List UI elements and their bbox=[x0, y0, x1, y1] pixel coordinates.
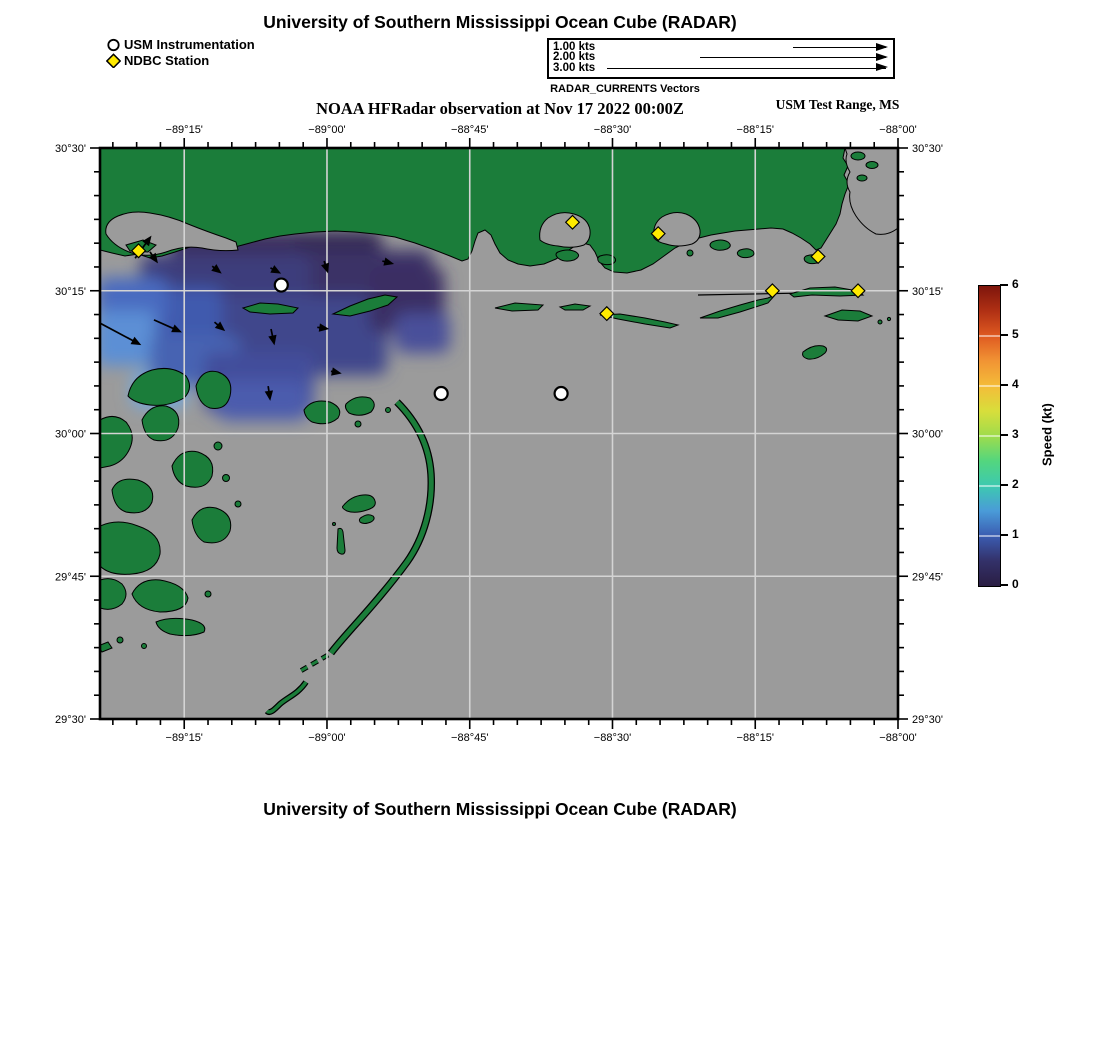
coastal-islet bbox=[710, 240, 730, 250]
axis-tick-label: 30°00' bbox=[55, 428, 86, 441]
colorbar-label: Speed (kt) bbox=[1039, 403, 1055, 467]
vector-scale-value: 1.00 kts bbox=[553, 41, 596, 53]
colorbar-gridline bbox=[979, 485, 1000, 487]
inner-islet bbox=[333, 523, 336, 526]
colorbar-tick-label: 4 bbox=[1012, 377, 1019, 391]
vector-scale-caption: RADAR_CURRENTS Vectors bbox=[550, 83, 700, 95]
scale-arrow bbox=[607, 68, 886, 69]
delta-islet bbox=[857, 175, 867, 181]
colorbar-tick bbox=[1000, 584, 1008, 586]
axis-tick-label: −89°15' bbox=[165, 732, 203, 744]
legend-item-diamond bbox=[106, 52, 255, 68]
scale-arrow bbox=[793, 47, 886, 48]
axis-tick-label: −88°15' bbox=[736, 124, 774, 136]
colorbar-tick bbox=[1000, 384, 1008, 386]
colorbar-gridline bbox=[979, 335, 1000, 337]
usm-instrument-marker bbox=[435, 387, 448, 400]
axis-tick-label: −89°00' bbox=[308, 732, 346, 744]
axis-tick-label: 30°30' bbox=[55, 143, 86, 155]
speed-field-cell bbox=[95, 311, 155, 366]
axis-tick-label: 30°00' bbox=[912, 428, 943, 441]
usm-instrument-marker bbox=[275, 279, 288, 292]
colorbar-tick-label: 1 bbox=[1012, 527, 1019, 541]
scale-arrowhead-icon bbox=[876, 53, 888, 61]
axis-tick-label: −88°30' bbox=[593, 732, 632, 744]
axis-tick-label: 29°45' bbox=[912, 571, 943, 584]
axis-tick-label: 29°45' bbox=[55, 571, 86, 584]
vector-scale-value: 3.00 kts bbox=[553, 61, 596, 74]
axis-tick-label: −88°15' bbox=[736, 732, 774, 744]
axis-tick-label: −89°15' bbox=[165, 124, 203, 136]
colorbar-gridline bbox=[979, 385, 1000, 387]
colorbar-tick-label: 3 bbox=[1012, 427, 1019, 441]
coastal-islet bbox=[556, 250, 579, 261]
delta-islet bbox=[851, 152, 865, 160]
vector-scale-row bbox=[549, 61, 893, 74]
colorbar-gridline bbox=[979, 435, 1000, 437]
map-canvas bbox=[55, 124, 943, 744]
vector-scale-row bbox=[549, 53, 893, 63]
ndbc-diamond-icon bbox=[106, 53, 121, 68]
legend-label: NDBC Station bbox=[124, 52, 210, 68]
axis-tick-label: −88°00' bbox=[879, 124, 917, 136]
speed-field-cell bbox=[395, 313, 450, 353]
legend-item-circle bbox=[106, 36, 255, 52]
usm-circle-icon bbox=[106, 37, 121, 52]
scale-arrow bbox=[700, 57, 886, 58]
axis-tick-label: 30°30' bbox=[912, 143, 943, 155]
axis-tick-label: −89°00' bbox=[308, 124, 346, 136]
colorbar-tick bbox=[1000, 284, 1008, 286]
colorbar bbox=[978, 285, 1001, 587]
vector-scale-row bbox=[549, 43, 893, 53]
bottom-title: University of Southern Mississippi Ocean Cube (RADAR) bbox=[263, 799, 737, 819]
coastal-islet bbox=[687, 250, 693, 256]
colorbar-tick bbox=[1000, 484, 1008, 486]
page-title: University of Southern Mississippi Ocean Cube (RADAR) bbox=[263, 12, 737, 32]
coastal-islet bbox=[737, 249, 754, 258]
legend-label: USM Instrumentation bbox=[124, 36, 255, 52]
axis-tick-label: 29°30' bbox=[55, 714, 86, 726]
colorbar-tick-label: 2 bbox=[1012, 477, 1019, 491]
observation-subtitle: NOAA HFRadar observation at Nov 17 2022 00:00Z bbox=[316, 99, 684, 118]
marker-legend bbox=[106, 36, 255, 68]
colorbar-tick bbox=[1000, 434, 1008, 436]
colorbar-tick-label: 5 bbox=[1012, 327, 1019, 341]
delta-islet bbox=[866, 162, 878, 169]
colorbar-gridline bbox=[979, 535, 1000, 537]
axis-tick-label: 30°15' bbox=[912, 285, 943, 298]
colorbar-tick-label: 6 bbox=[1012, 277, 1019, 291]
vector-scale-value: 2.00 kts bbox=[553, 51, 596, 64]
test-range-label: USM Test Range, MS bbox=[775, 97, 900, 112]
axis-tick-label: −88°45' bbox=[451, 124, 489, 136]
scale-arrowhead-icon bbox=[876, 43, 888, 51]
axis-tick-label: −88°45' bbox=[451, 732, 489, 744]
usm-instrument-marker bbox=[555, 387, 568, 400]
axis-tick-label: 30°15' bbox=[55, 285, 86, 298]
scale-arrowhead-icon bbox=[876, 63, 888, 71]
colorbar-tick bbox=[1000, 334, 1008, 336]
colorbar-tick-label: 0 bbox=[1012, 577, 1019, 591]
colorbar-tick bbox=[1000, 534, 1008, 536]
axis-tick-label: −88°30' bbox=[593, 124, 632, 136]
vector-scale-box bbox=[547, 38, 895, 79]
axis-tick-label: −88°00' bbox=[879, 732, 917, 744]
axis-tick-label: 29°30' bbox=[912, 714, 943, 726]
